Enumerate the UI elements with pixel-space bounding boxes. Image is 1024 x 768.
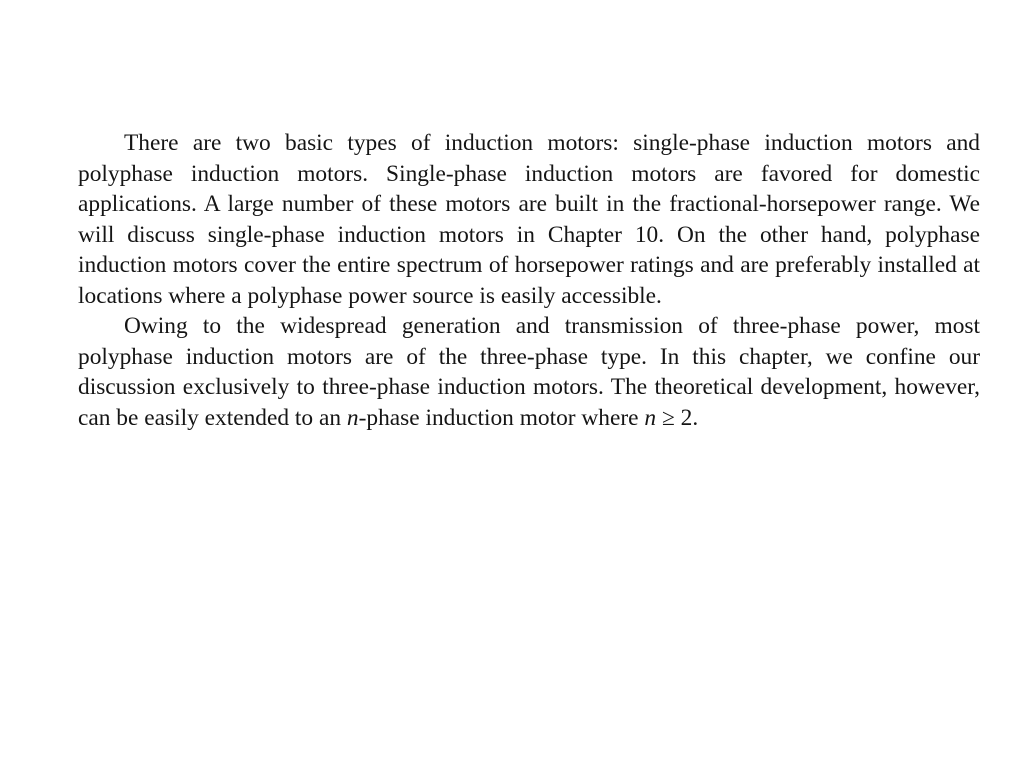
body-text bbox=[78, 128, 980, 433]
paragraph-2-text-a: Owing to the widespread generation and transmission of three-phase power, most polyphase induction motors are of the three-phase type. In this chapter, we confine our discussion exclusively to three-phase induction motors. The theoretical development, however, can be easily extended to an bbox=[78, 313, 980, 431]
paragraph-2-text-b: -phase induction motor where bbox=[358, 404, 645, 431]
paragraph-1: There are two basic types of induction motors: single-phase induction motors and polyphase induction motors. Single-phase induction motors are favored for domestic applications. A large number of these motors are built in the fractional-horsepower range. We will discuss single-phase induction motors in Chapter 10. On the other hand, polyphase induction motors cover the entire spectrum of horsepower ratings and are preferably installed at locations where a polyphase power source is easily accessible. bbox=[78, 130, 980, 309]
math-variable-n: n bbox=[644, 404, 657, 431]
math-variable-n: n bbox=[346, 404, 359, 431]
paragraph-2 bbox=[78, 311, 980, 433]
paragraph-2-text-c: ≥ 2. bbox=[656, 404, 699, 431]
